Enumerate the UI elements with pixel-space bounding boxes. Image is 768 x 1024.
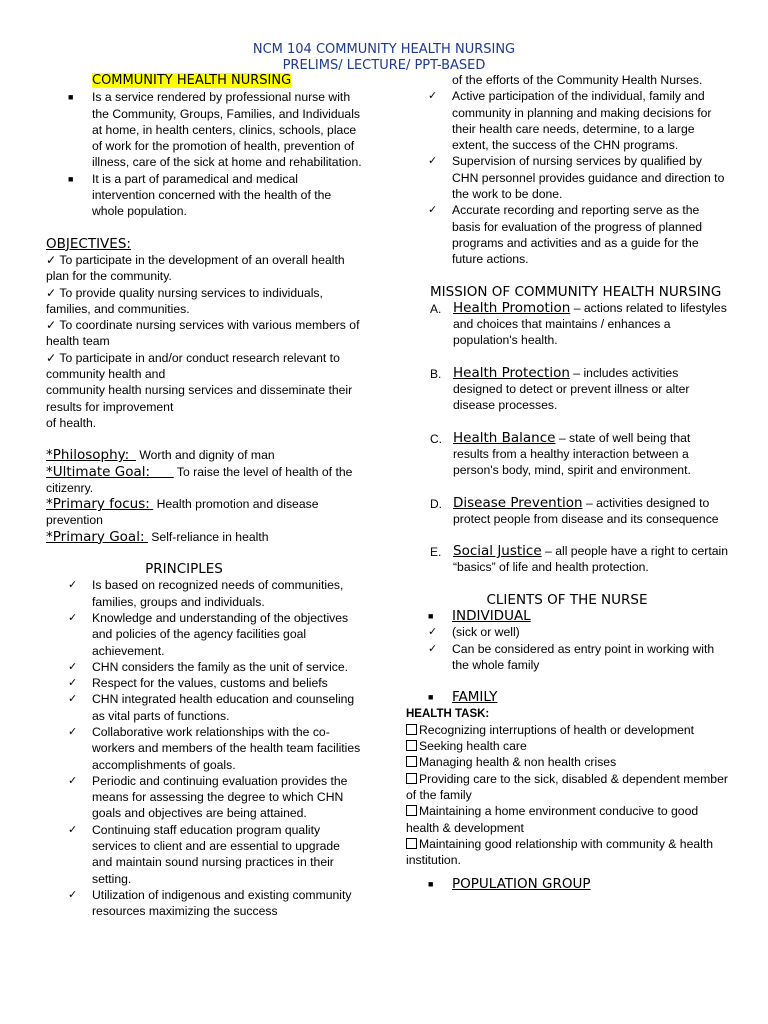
population-list xyxy=(406,876,728,892)
check-icon: ✓ xyxy=(68,693,78,706)
objective-item: community health nursing services and disseminate their results for improvement xyxy=(46,383,353,414)
health-task-item: Recognizing interruptions of health or development xyxy=(406,722,728,738)
health-task-item: Providing care to the sick, disabled & dependent member of the family xyxy=(406,771,728,802)
objective-item: ✓ To participate in and/or conduct research relevant to community health and xyxy=(46,350,340,382)
list-item: ✓ Respect for the values, customs and beliefs xyxy=(68,676,328,691)
clients-heading: CLIENTS OF THE NURSE xyxy=(486,591,648,608)
mission-item: B. Health Protection – includes activities designed to detect or prevent illness or alter disease processes. xyxy=(430,364,690,413)
check-icon: ✓ xyxy=(428,626,438,639)
health-task-list xyxy=(406,722,728,869)
list-item: ✓ Periodic and continuing evaluation provides the means for assessing the degree to which CHN goals and objectives are being attained. xyxy=(68,773,348,821)
right-column xyxy=(406,72,728,893)
primary-focus-line xyxy=(46,496,362,529)
list-item xyxy=(406,608,728,624)
primary-focus-label: *Primary focus: xyxy=(46,496,150,513)
objectives-block xyxy=(46,252,362,431)
list-item: ✓ Is based on recognized needs of communities, families, groups and individuals. xyxy=(68,578,344,609)
mission-heading: MISSION OF COMMUNITY HEALTH NURSING xyxy=(430,283,722,300)
list-item xyxy=(406,689,728,705)
section-title-chn: COMMUNITY HEALTH NURSING xyxy=(92,73,292,88)
checkbox-icon xyxy=(406,773,417,784)
principles-continued-list xyxy=(406,88,728,267)
objective-item: ✓ To participate in the development of an overall health plan for the community. xyxy=(46,252,345,284)
health-task-item: Seeking health care xyxy=(406,738,728,754)
objective-item: of health. xyxy=(46,415,97,430)
square-bullet-icon: ■ xyxy=(428,879,434,890)
square-bullet-icon: ■ xyxy=(428,692,434,703)
individual-list xyxy=(406,608,728,624)
list-item: ✓ Active participation of the individual, family and community in planning and making decisions for their health care needs, determine, to a large extent, the success of the CHN programs. xyxy=(428,89,712,153)
health-task-label: HEALTH TASK: xyxy=(406,707,490,720)
objective-item: ✓ To coordinate nursing services with various members of health team xyxy=(46,318,360,349)
course-subtitle: PRELIMS/ LECTURE/ PPT-BASED xyxy=(282,58,486,73)
list-item: ✓ Supervision of nursing services by qualified by CHN personnel provides guidance and direction to the work to be done. xyxy=(428,154,725,202)
population-label: POPULATION GROUP xyxy=(452,876,591,893)
list-item: ✓ CHN considers the family as the unit of service. xyxy=(68,659,349,674)
family-label: FAMILY xyxy=(452,689,498,706)
list-item: ✓ (sick or well) xyxy=(428,625,520,640)
list-item: ✓ Can be considered as entry point in working with the whole family xyxy=(428,641,715,672)
objectives-heading: OBJECTIVES: xyxy=(46,235,131,252)
health-task-item: Maintaining good relationship with community & health institution. xyxy=(406,836,714,868)
primary-goal-label: *Primary Goal: xyxy=(46,528,145,545)
check-icon: ✓ xyxy=(68,611,78,624)
objective-item: ✓ To provide quality nursing services to individuals, families, and communities. xyxy=(46,285,323,316)
list-item: ✓ Continuing staff education program quality services to client and are essential to upgrade and maintain sound nursing practices in their setting. xyxy=(68,822,340,886)
mission-item: A. Health Promotion – actions related to lifestyles and choices that maintains / enhances a population's health. xyxy=(430,299,727,348)
mission-item: C. Health Balance – state of well being that results from a healthy interaction between a person's body, mind, spirit and environment. xyxy=(430,429,691,478)
list-item: ✓ Collaborative work relationships with the co-workers and members of the health team facilities accomplishments of goals. xyxy=(68,724,361,772)
check-icon: ✓ xyxy=(428,204,438,217)
continued-text: of the efforts of the Community Health Nurses. xyxy=(452,73,703,87)
mission-item: D. Disease Prevention – activities designed to protect people from disease and its consequence xyxy=(430,494,719,526)
principles-heading: PRINCIPLES xyxy=(145,561,223,578)
checkbox-icon xyxy=(406,756,417,767)
individual-details xyxy=(406,624,728,673)
philosophy-label: *Philosophy: xyxy=(46,447,130,464)
check-icon: ✓ xyxy=(68,774,78,787)
ultimate-goal-label: *Ultimate Goal: xyxy=(46,463,151,480)
square-bullet-icon: ■ xyxy=(428,611,434,622)
square-bullet-icon: ■ xyxy=(68,92,74,103)
checkbox-icon xyxy=(406,838,417,849)
check-icon: ✓ xyxy=(428,155,438,168)
list-item: ■ Is a service rendered by professional nurse with the Community, Groups, Families, and Individuals at home, in health centers, clinics, schools, place of work for the promotion of health, prevention of illness, care of the sick at home and rehabilitation. xyxy=(68,90,362,170)
check-icon: ✓ xyxy=(68,579,78,592)
mission-list xyxy=(406,300,728,576)
check-icon: ✓ xyxy=(68,888,78,901)
list-item: ✓ Knowledge and understanding of the objectives and policies of the agency facilities goal achievement. xyxy=(68,610,349,658)
ultimate-goal-line xyxy=(46,464,362,497)
check-icon: ✓ xyxy=(68,677,78,690)
ultimate-goal-value: To raise the level of health of the citizenry. xyxy=(46,464,353,495)
checkbox-icon xyxy=(406,740,417,751)
health-task-item: Managing health & non health crises xyxy=(406,754,728,770)
list-item: ✓ Utilization of indigenous and existing community resources maximizing the success xyxy=(68,887,352,919)
primary-focus-value: Health promotion and disease prevention xyxy=(46,497,319,528)
health-task-item: Maintaining a home environment conducive to good health & development xyxy=(406,804,699,835)
check-icon: ✓ xyxy=(68,660,78,673)
checkbox-icon xyxy=(406,724,417,735)
individual-label: INDIVIDUAL xyxy=(452,608,531,625)
check-icon: ✓ xyxy=(428,642,438,655)
checkbox-icon xyxy=(406,805,417,816)
list-item: ✓ Accurate recording and reporting serve as the basis for evaluation of the progress of planned programs and activities and as a guide for the future actions. xyxy=(428,203,703,267)
principles-list xyxy=(46,577,362,919)
list-item: ■ It is a part of paramedical and medical intervention concerned with the health of the whole population. xyxy=(68,171,332,219)
philosophy-line xyxy=(46,447,362,463)
mission-item: E. Social Justice – all people have a right to certain “basics” of life and health protection. xyxy=(430,543,728,575)
square-bullet-icon: ■ xyxy=(68,173,74,184)
left-column xyxy=(46,72,362,920)
list-item xyxy=(406,876,728,892)
philosophy-value: Worth and dignity of man xyxy=(139,448,275,463)
course-title: NCM 104 COMMUNITY HEALTH NURSING xyxy=(252,42,516,57)
check-icon: ✓ xyxy=(428,90,438,103)
list-item: ✓ CHN integrated health education and counseling as vital parts of functions. xyxy=(68,692,355,723)
family-list xyxy=(406,689,728,705)
document-header xyxy=(0,42,768,74)
primary-goal-line xyxy=(46,529,362,545)
intro-list xyxy=(46,89,362,219)
check-icon: ✓ xyxy=(68,725,78,738)
primary-goal-value: Self-reliance in health xyxy=(151,529,269,544)
check-icon: ✓ xyxy=(68,823,78,836)
